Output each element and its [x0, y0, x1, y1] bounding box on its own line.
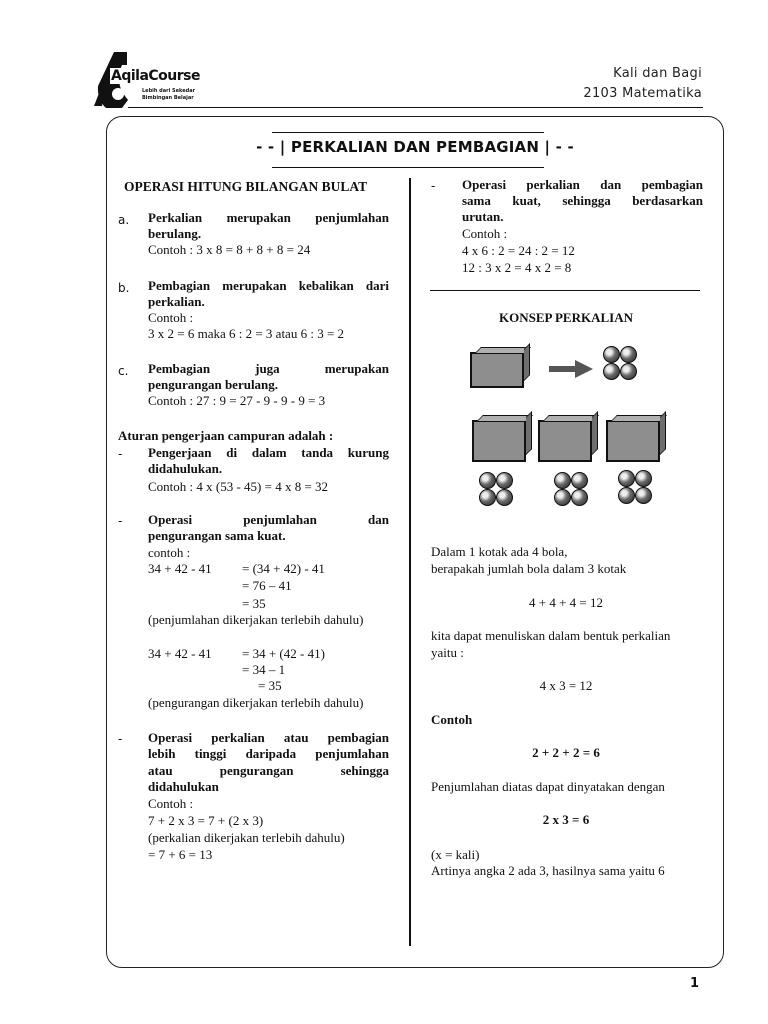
rule2-marker: -	[118, 514, 123, 528]
box-illustration	[470, 352, 524, 388]
rule2-line2: pengurangan sama kuat.	[148, 528, 286, 543]
box-illustration	[538, 420, 592, 462]
balls-group	[554, 472, 590, 508]
arrow-right-icon	[549, 360, 593, 378]
item-a-example: Contoh : 3 x 8 = 8 + 8 + 8 = 24	[148, 242, 311, 257]
header-subject: Kali dan Bagi	[613, 66, 702, 81]
header-rule	[128, 107, 703, 108]
item-c-example: Contoh : 27 : 9 = 27 - 9 - 9 - 9 = 3	[148, 393, 326, 408]
page-number: 1	[690, 976, 700, 991]
rule2-ex2-note: (pengurangan dikerjakan terlebih dahulu)	[148, 695, 364, 710]
item-b-example-label: Contoh :	[148, 310, 194, 325]
contoh-heading: Contoh	[431, 712, 473, 727]
left-heading: OPERASI HITUNG BILANGAN BULAT	[124, 179, 368, 194]
rule1-example: Contoh : 4 x (53 - 45) = 4 x 8 = 32	[148, 479, 329, 494]
rule2-ex2-lhs: 34 + 42 - 41	[148, 646, 212, 661]
right-top-ex2: 12 : 3 x 2 = 4 x 2 = 8	[462, 260, 572, 275]
logo-tagline-2: Bimbingan Belajar	[142, 95, 194, 101]
item-c-line1: Pembagian juga merupakan	[148, 361, 389, 376]
item-a-line1: Perkalian merupakan penjumlahan	[148, 210, 389, 225]
rule3-note: (perkalian dikerjakan terlebih dahulu)	[148, 830, 345, 845]
logo-tagline-1: Lebih dari Sekedar	[142, 88, 196, 94]
section-rule	[430, 290, 700, 291]
box-illustration	[472, 420, 526, 462]
example-sum: 2 + 2 + 2 = 6	[532, 745, 600, 760]
rule2-line1: Operasi penjumlahan dan	[148, 512, 389, 527]
rule1-line1: Pengerjaan di dalam tanda kurung	[148, 445, 389, 460]
rule3-line3: atau pengurangan sehingga	[148, 763, 389, 778]
right-top-line3: urutan.	[462, 209, 504, 224]
aqilacourse-logo	[92, 50, 212, 110]
rule1-line2: didahulukan.	[148, 461, 223, 476]
right-top-example-label: Contoh :	[462, 226, 508, 241]
balls-group	[479, 472, 515, 508]
rule2-ex2-step2: = 34 – 1	[242, 662, 286, 677]
item-b-line2: perkalian.	[148, 294, 205, 309]
right-top-ex1: 4 x 6 : 2 = 24 : 2 = 12	[462, 243, 575, 258]
rule2-example-label: contoh :	[148, 545, 191, 560]
rule1-marker: -	[118, 447, 123, 461]
item-b-example: 3 x 2 = 6 maka 6 : 2 = 3 atau 6 : 3 = 2	[148, 326, 345, 341]
rule3-line2: lebih tinggi daripada penjumlahan	[148, 746, 389, 761]
rule2-ex1-step2: = 76 – 41	[242, 578, 292, 593]
item-b-marker: b.	[118, 281, 130, 295]
rule3-ex1: 7 + 2 x 3 = 7 + (2 x 3)	[148, 813, 264, 828]
balls-group	[603, 346, 639, 382]
rule2-ex1-note: (penjumlahan dikerjakan terlebih dahulu)	[148, 612, 364, 627]
concept-heading: KONSEP PERKALIAN	[499, 310, 633, 325]
rule2-ex1-lhs: 34 + 42 - 41	[148, 561, 212, 576]
concept-p2-line1: kita dapat menuliskan dalam bentuk perkalian	[431, 628, 671, 643]
page-title: - - | PERKALIAN DAN PEMBAGIAN | - -	[256, 138, 574, 156]
rules-heading: Aturan pengerjaan campuran adalah :	[118, 428, 334, 443]
rule2-ex1-step1: = (34 + 42) - 41	[242, 561, 325, 576]
concept-p1-line2: berapakah jumlah bola dalam 3 kotak	[431, 561, 627, 576]
item-a-line2: berulang.	[148, 226, 202, 241]
equation-sum: 4 + 4 + 4 = 12	[529, 595, 603, 610]
rule3-line1: Operasi perkalian atau pembagian	[148, 730, 389, 745]
example-paragraph: Penjumlahan diatas dapat dinyatakan dengan	[431, 779, 665, 794]
column-divider	[409, 178, 411, 946]
example-note-1: (x = kali)	[431, 847, 480, 862]
rule3-ex2: = 7 + 6 = 13	[148, 847, 213, 862]
rule2-ex2-step1: = 34 + (42 - 41)	[242, 646, 325, 661]
example-note-2: Artinya angka 2 ada 3, hasilnya sama yaitu 6	[431, 863, 665, 878]
item-c-marker: c.	[118, 364, 129, 378]
rule3-marker: -	[118, 732, 123, 746]
rule3-example-label: Contoh :	[148, 796, 194, 811]
right-top-line2: sama kuat, sehingga berdasarkan	[462, 193, 703, 208]
item-a-marker: a.	[118, 213, 130, 227]
rule2-ex1-step3: = 35	[242, 596, 266, 611]
header-course-code: 2103 Matematika	[583, 86, 702, 101]
rule2-ex2-step3: = 35	[258, 678, 282, 693]
rule3-line4: didahulukan	[148, 779, 219, 794]
item-c-line2: pengurangan berulang.	[148, 377, 279, 392]
equation-product: 4 x 3 = 12	[539, 678, 593, 693]
box-illustration	[606, 420, 660, 462]
balls-group	[618, 470, 654, 506]
concept-p2-line2: yaitu :	[431, 645, 464, 660]
logo-brand: AqilaCourse	[111, 68, 200, 84]
right-top-line1: Operasi perkalian dan pembagian	[462, 177, 703, 192]
right-top-marker: -	[431, 179, 436, 193]
concept-p1-line1: Dalam 1 kotak ada 4 bola,	[431, 544, 568, 559]
example-product: 2 x 3 = 6	[542, 812, 590, 827]
item-b-line1: Pembagian merupakan kebalikan dari	[148, 278, 389, 293]
